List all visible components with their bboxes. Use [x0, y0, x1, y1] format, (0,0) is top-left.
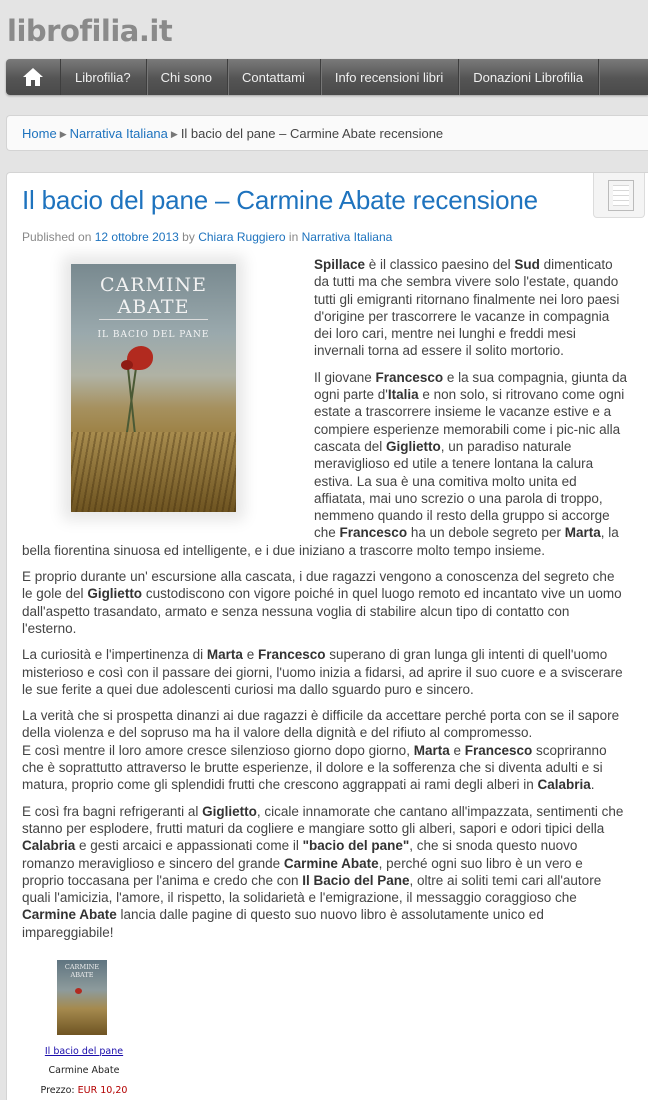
review-paragraph: La verità che si prospetta dinanzi ai due ragazzi è difficile da accettare perché porta con se il sapore della violenza e del sopruso ma ha il valore della dignità e del rifiuto al compromesso. E così mentre il loro amore cresce silenzioso giorno dopo giorno, Marta e Francesco scopriranno che è soprattutto attraverso le brutte esperienze, il dolore e la sofferenza che si diventa adulti e si matura, proprio come gli splendidi frutti che crescono aggrappati ai rami degli alberi in Calabria. — [22, 708, 620, 793]
product-thumbnail[interactable] — [57, 960, 107, 1035]
product-price-label: Prezzo: — [40, 1085, 75, 1096]
post-category-link[interactable]: Narrativa Italiana — [301, 230, 393, 244]
book-cover-image — [49, 259, 290, 521]
breadcrumb-current: Il bacio del pane – Carmine Abate recensione — [180, 126, 444, 141]
nav-home-button[interactable] — [6, 59, 61, 95]
cover-title: IL BACIO DEL PANE — [97, 330, 210, 340]
product-author: Carmine Abate — [48, 1065, 120, 1076]
product-thumbnail-text: CARMINE ABATE — [64, 963, 100, 979]
nav-item-librofilia[interactable]: Librofilia? — [61, 59, 147, 95]
breadcrumb-home-link[interactable]: Home — [22, 126, 57, 141]
meta-by: by — [182, 230, 195, 244]
breadcrumb — [6, 115, 648, 151]
review-paragraph: Il giovane Francesco e la sua compagnia, giunta da ogni parte d'Italia e non solo, si ritrovano come ogni estate a trascorrere insieme le vacanze estive e a compiere esperienze memorabili come i pic-nic alla cascata del Giglietto, un paradiso naturale meraviglioso ed utile a tenere lontana la calura estiva. La sua è una comitiva molto unita ed affiatata, mai uno screzio o una parola di troppo, nemmeno quando il resto della gruppo si accorge che Francesco ha un debole segreto per Marta, la bella fiorentina sinuosa ed intelligente, e i due iniziano a trascorre molto tempo insieme. — [22, 369, 627, 558]
main-navigation — [6, 59, 648, 95]
nav-item-donazioni[interactable]: Donazioni Librofilia — [459, 59, 599, 95]
article — [6, 172, 648, 1100]
product-widget — [29, 960, 139, 1096]
product-price — [29, 1085, 139, 1096]
breadcrumb-separator-icon: ▶ — [170, 129, 178, 139]
product-price-amount: EUR 10,20 — [77, 1085, 128, 1096]
meta-published-prefix: Published on — [22, 230, 92, 244]
meta-in: in — [288, 230, 299, 244]
review-paragraph: E proprio durante un' escursione alla cascata, i due ragazzi vengono a conoscenza del segreto che le gole del Giglietto custodiscono con vigore poiché in quel luogo remoto ed incantato vive un uomo dall'aspetto trasandato, armato e senza nessuna voglia di stabilire alcun tipo di contatto con l'esterno. — [22, 569, 622, 636]
post-date-link[interactable]: 12 ottobre 2013 — [94, 230, 179, 244]
nav-item-contattami[interactable]: Contattami — [228, 59, 321, 95]
post-title[interactable]: Il bacio del pane – Carmine Abate recensione — [22, 185, 538, 215]
site-logo[interactable]: librofilia.it — [7, 14, 173, 48]
review-paragraph: Spillace è il classico paesino del Sud dimenticato da tutti ma che sembra vivere solo l'estate, quando tutti gli emigranti ritornano finalmente nei loro paesi d'origine per trascorrere le vacanze in compagnia dei loro cari, mentre nei lunghi e freddi mesi invernali torna ad essere il solito mortorio. — [314, 257, 620, 359]
cover-author: CARMINE ABATE — [99, 274, 208, 318]
nav-item-chi-sono[interactable]: Chi sono — [147, 59, 228, 95]
post-meta — [22, 230, 392, 244]
document-icon — [608, 180, 634, 211]
post-author-link[interactable]: Chiara Ruggiero — [198, 230, 286, 244]
review-paragraph: La curiosità e l'impertinenza di Marta e Francesco superano di gran lunga gli intenti di quell'uomo misterioso e così con il passare dei giorni, l'uomo inizia a fidarsi, ad aprire il suo cuore e a sviscerare le sue ferite a quei due adolescenti curiosi ma dallo sguardo puro e sincero. — [22, 647, 623, 697]
post-content — [22, 256, 627, 950]
product-title-link[interactable]: Il bacio del pane — [44, 1046, 124, 1057]
review-paragraph: E così fra bagni refrigeranti al Giglietto, cicale innamorate che cantano all'impazzata, sentimenti che stanno per esplodere, frutti maturi da cogliere e mangiare sotto gli alberi, sapori e odori tipici della Calabria e gesti arcaici e appassionati come il "bacio del pane", che si snoda questo nuovo romanzo meraviglioso e sincero del grande Carmine Abate, perché ogni suo libro è un vero e proprio toccasana per l'anima e credo che con Il Bacio del Pane, oltre ai soliti temi cari all'autore quali l'amicizia, l'amore, il rispetto, la solidarietà e l'emigrazione, il messaggio coraggioso che Carmine Abate lancia dalle pagine di questo suo nuovo libro è assolutamente unico ed impareggiabile! — [22, 803, 624, 940]
home-icon — [22, 67, 44, 87]
nav-item-info-recensioni[interactable]: Info recensioni libri — [321, 59, 459, 95]
breadcrumb-category-link[interactable]: Narrativa Italiana — [69, 126, 168, 141]
breadcrumb-separator-icon: ▶ — [59, 129, 67, 139]
post-format-badge — [593, 173, 645, 218]
